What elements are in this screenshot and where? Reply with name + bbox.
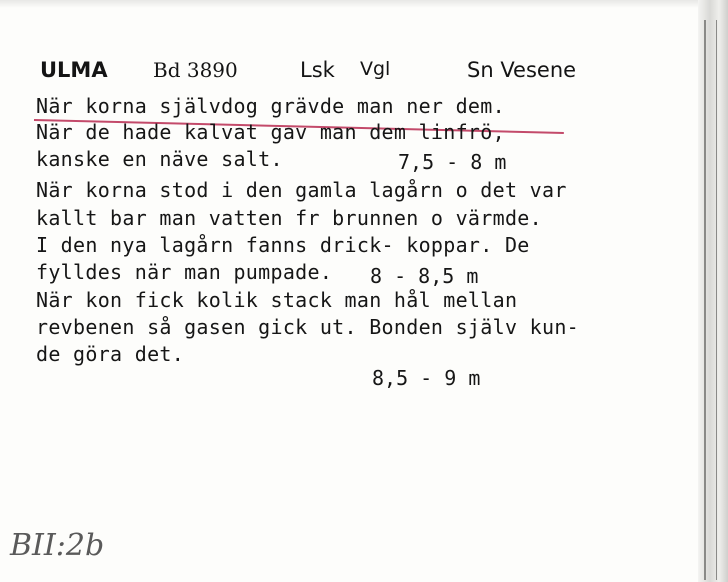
card-top-edge	[0, 0, 728, 8]
text-line: kanske en näve salt.	[36, 147, 283, 171]
text-line: I den nya lagårn fanns drick- koppar. De	[36, 233, 530, 257]
text-line: När korna självdog grävde man ner dem.	[36, 94, 505, 118]
text-line: de göra det.	[36, 342, 185, 366]
edge-divider	[704, 20, 706, 580]
header-word: ULMA	[40, 58, 108, 82]
header-bd: Bd 3890	[153, 58, 238, 82]
archive-stamp: BII:2b	[10, 528, 105, 563]
text-line: När kon fick kolik stack man hål mellan	[36, 288, 518, 312]
measure-range: 7,5 - 8 m	[398, 150, 507, 174]
measure-range: 8,5 - 9 m	[372, 366, 481, 390]
text-line: fylldes när man pumpade.	[36, 260, 333, 284]
header-vgl: Vgl	[360, 58, 391, 80]
text-line: När korna stod i den gamla lagårn o det var	[36, 178, 567, 202]
text-line: kallt bar man vatten fr brunnen o värmde.	[36, 206, 542, 230]
measure-range: 8 - 8,5 m	[370, 264, 479, 288]
edge-divider	[716, 20, 717, 580]
header-sn: Sn Vesene	[467, 58, 577, 82]
text-line: revbenen så gasen gick ut. Bonden själv kun-	[36, 315, 580, 339]
card-right-edge	[698, 0, 728, 582]
header-lsk: Lsk	[300, 58, 335, 82]
text-line: När de hade kalvat gav man dem linfrö,	[36, 120, 505, 144]
